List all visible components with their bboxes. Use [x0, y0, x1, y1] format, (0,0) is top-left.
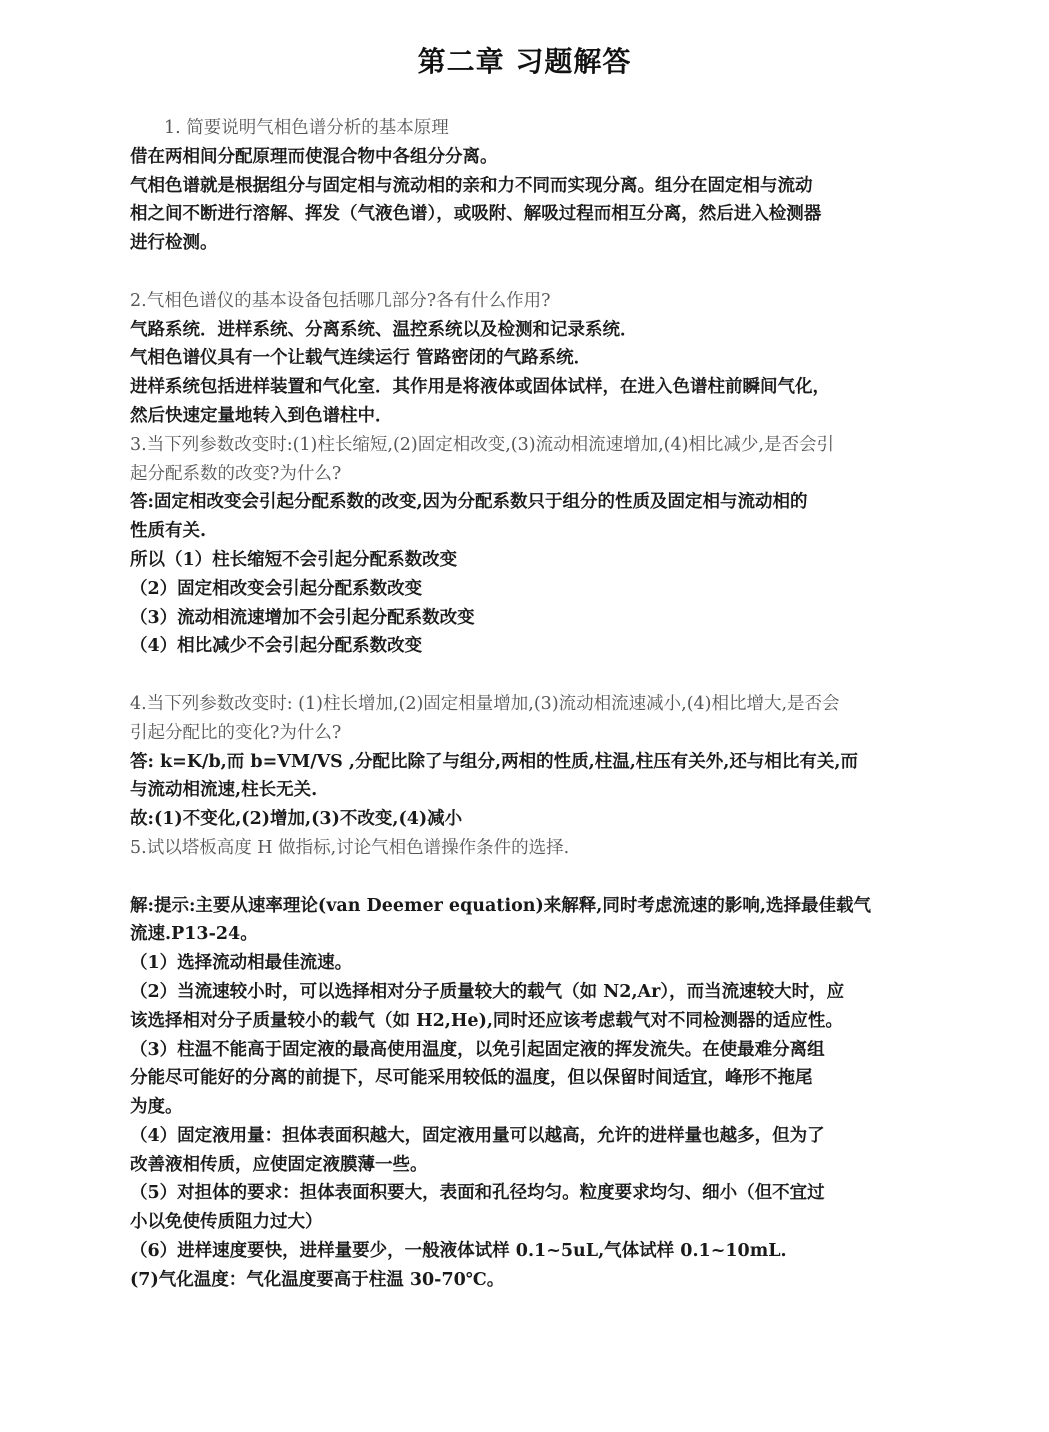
answer-2-line-1: 气路系统．进样系统、分离系统、温控系统以及检测和记录系统． [130, 319, 638, 340]
answer-4-line-2: 与流动相流速,柱长无关. [130, 780, 318, 801]
answer-5-line-3: （1）选择流动相最佳流速。 [130, 953, 353, 974]
answer-5-line-1: 解:提示:主要从速率理论(van Deemer equation)来解释,同时考虑流速的影响,选择最佳载气 [130, 895, 871, 916]
answer-3-line-6: （4）相比减少不会引起分配系数改变 [130, 636, 423, 657]
question-4-line-1: 4.当下列参数改变时: (1)柱长增加,(2)固定相量增加,(3)流动相流速减小,(4)相比增大,是否会 [130, 693, 840, 714]
answer-5-line-10: 改善液相传质，应使固定液膜薄一些。 [130, 1154, 428, 1175]
answer-5-line-7: 分能尽可能好的分离的前提下，尽可能采用较低的温度，但以保留时间适宜，峰形不拖尾 [130, 1068, 813, 1089]
spacer [130, 863, 892, 892]
document-body [130, 114, 892, 1295]
answer-5-line-11: （5）对担体的要求：担体表面积要大，表面和孔径均匀。粒度要求均匀、细小（但不宜过 [130, 1183, 825, 1204]
spacer [130, 661, 892, 690]
answer-5-line-14: (7)气化温度：气化温度要高于柱温 30-70℃。 [130, 1269, 505, 1290]
answer-4-line-1: 答: k=K/b,而 b=VM/VS ,分配比除了与组分,两相的性质,柱温,柱压有关外,还与相比有关,而 [130, 751, 858, 772]
answer-4-line-3: 故:(1)不变化,(2)增加,(3)不改变,(4)减小 [130, 809, 463, 830]
answer-3-line-3: 所以（1）柱长缩短不会引起分配系数改变 [130, 549, 458, 570]
answer-3-line-5: （3）流动相流速增加不会引起分配系数改变 [130, 607, 475, 628]
answer-5-line-12: 小以免使传质阻力过大） [130, 1212, 323, 1233]
answer-2-line-2: 气相色谱仪具有一个让载气连续运行 管路密闭的气路系统． [130, 348, 592, 369]
answer-1-line-1: 借在两相间分配原理而使混合物中各组分分离。 [130, 146, 498, 167]
answer-2-line-4: 然后快速定量地转入到色谱柱中． [130, 405, 393, 426]
answer-5-line-8: 为度。 [130, 1097, 183, 1118]
question-4-line-2: 引起分配比的变化?为什么? [130, 722, 342, 743]
answer-1-line-2: 气相色谱就是根据组分与固定相与流动相的亲和力不同而实现分离。组分在固定相与流动 [130, 175, 813, 196]
answer-5-line-13: （6）进样速度要快，进样量要少，一般液体试样 0.1~5uL,气体试样 0.1~10mL. [130, 1241, 787, 1262]
page-title: 第二章 习题解答 [417, 45, 632, 78]
answer-5-line-4: （2）当流速较小时，可以选择相对分子质量较大的载气（如 N2,Ar），而当流速较大时，应 [130, 981, 845, 1002]
question-2: 2.气相色谱仪的基本设备包括哪几部分?各有什么作用? [130, 290, 551, 311]
question-3-line-1: 3.当下列参数改变时:(1)柱长缩短,(2)固定相改变,(3)流动相流速增加,(4)相比减少,是否会引 [130, 434, 834, 455]
answer-1-line-3: 相之间不断进行溶解、挥发（气液色谱），或吸附、解吸过程而相互分离，然后进入检测器 [130, 204, 822, 225]
answer-5-line-6: （3）柱温不能高于固定液的最高使用温度，以免引起固定液的挥发流失。在使最难分离组 [130, 1039, 825, 1060]
answer-5-line-2: 流速.P13-24。 [130, 924, 258, 945]
question-1: 1. 简要说明气相色谱分析的基本原理 [164, 118, 449, 138]
answer-3-line-4: （2）固定相改变会引起分配系数改变 [130, 578, 423, 599]
answer-2-line-3: 进样系统包括进样装置和气化室．其作用是将液体或固体试样，在进入色谱柱前瞬间气化， [130, 377, 830, 398]
answer-5-line-5: 该选择相对分子质量较小的载气（如 H2,He),同时还应该考虑载气对不同检测器的适应性。 [130, 1010, 843, 1031]
spacer [130, 258, 892, 287]
answer-5-line-9: （4）固定液用量：担体表面积越大，固定液用量可以越高，允许的进样量也越多，但为了 [130, 1125, 825, 1146]
question-3-line-2: 起分配系数的改变?为什么? [130, 463, 342, 484]
answer-1-line-4: 进行检测。 [130, 233, 218, 254]
answer-3-line-1: 答:固定相改变会引起分配系数的改变,因为分配系数只于组分的性质及固定相与流动相的 [130, 492, 808, 513]
question-5: 5.试以塔板高度 H 做指标,讨论气相色谱操作条件的选择. [130, 837, 570, 858]
answer-3-line-2: 性质有关. [130, 521, 207, 542]
